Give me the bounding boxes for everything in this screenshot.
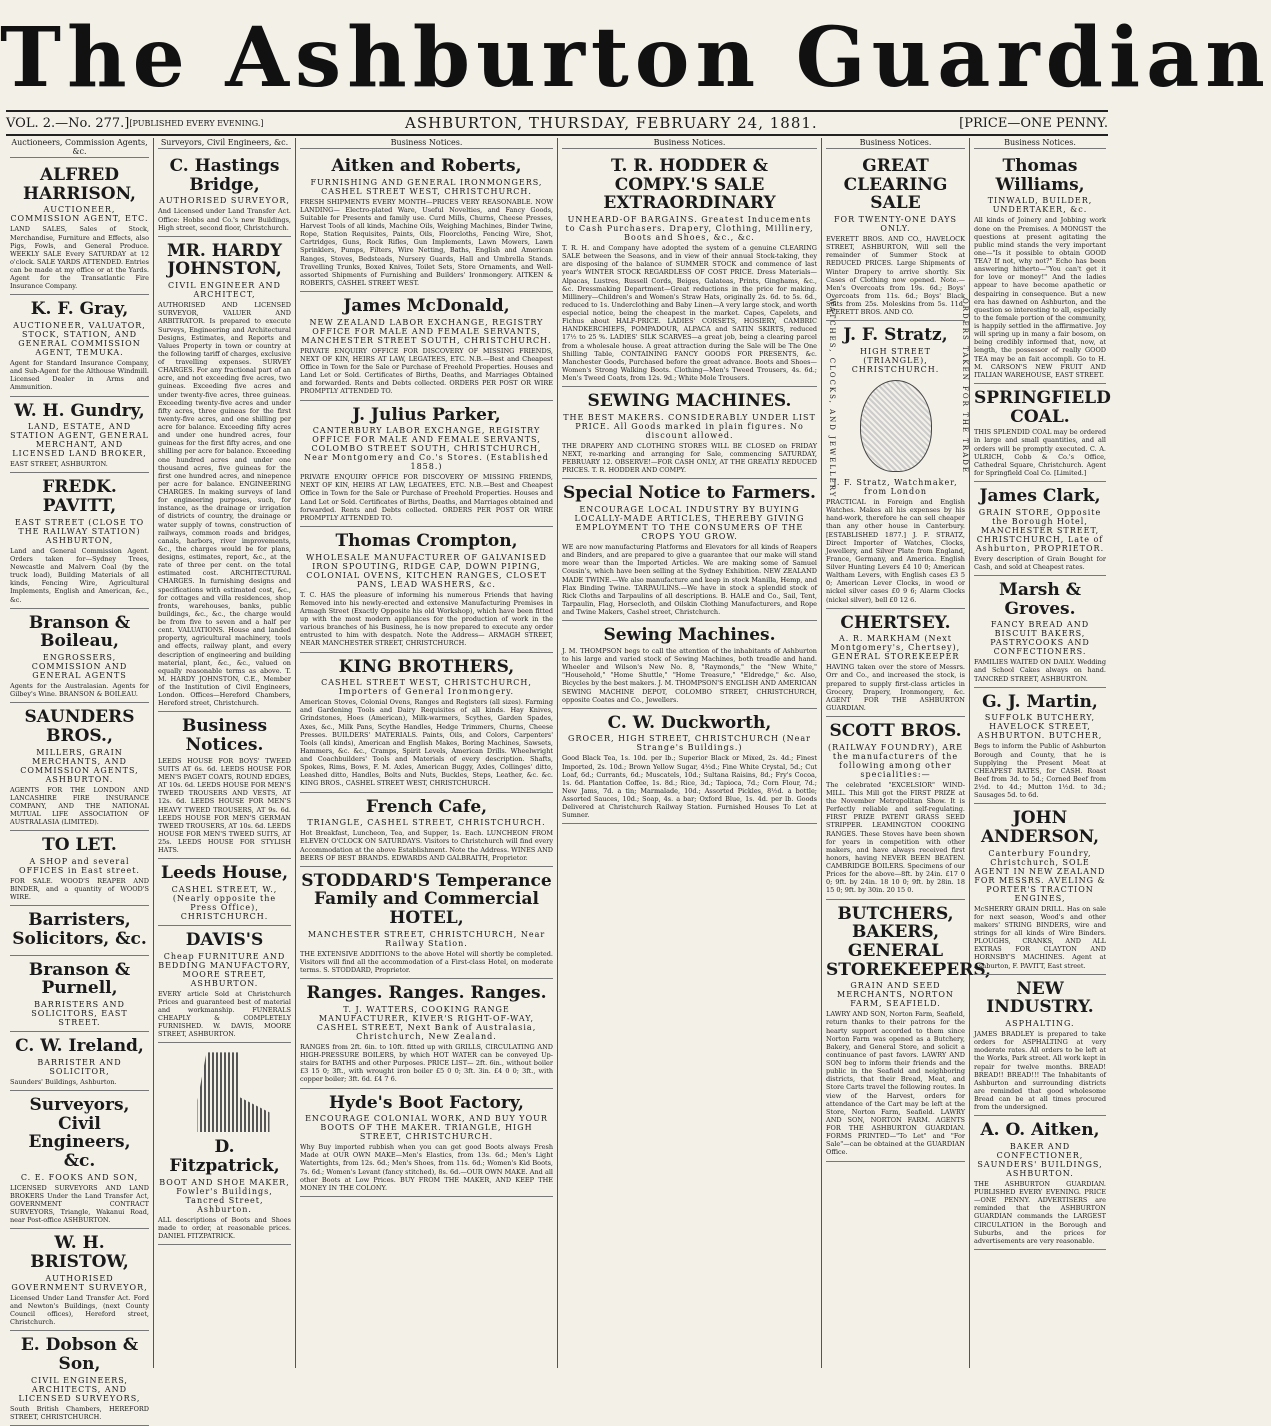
advertisement (974, 482, 1106, 576)
advertisement-subtitle: CIVIL ENGINEER AND ARCHITECT, (168, 281, 281, 300)
advertisement-title: SPRINGFIELD COAL. (974, 387, 1111, 427)
advertisement-body: ALL descriptions of Boots and Shoes made to order, at reasonable prices. DANIEL FITZPATRICK. (158, 1215, 291, 1240)
advertisement (974, 384, 1111, 482)
advertisement-title: Marsh & Groves. (999, 579, 1081, 619)
advertisement-body: American Stoves, Colonial Ovens, Ranges and Registers (all sizes). Farming and Gardening Tools and Dairy Requisites of all kinds. Hay Knives, Grindstones, Hoes (American), Milk-warmers, Scythes, Garden Spades, Axes, &c., Milk Pans, Scythe Handles, Hedge Trimmers, Churns, Cheese Presses. BUILDERS' MATERIALS. Paints, Oils, and Colors, Carpenters' Tools (all kinds), American and English Makes, Boring Machines, Sawsets, Hammers, &c. &c., Cramps, Spirit Levels, American Drills. Wheelwright and Coachbuilders' Tools and Materials of every description. Shafts, Spokes, Rims, Bows, F. M. Axles, American Buggy, Axles, Collinges' ditto, Leashed ditto, Handles, Bolts and Nuts, Buckles, Steps, Leather, &c. &c. KING BROS., CASHEL STREET WEST, CHRISTCHURCH. (300, 698, 553, 788)
advertisement-subtitle: EAST STREET (CLOSE TO THE RAILWAY STATION) ASHBURTON, (14, 517, 145, 545)
advertisement (158, 237, 291, 713)
advertisement (10, 1229, 149, 1331)
advertisement-title: Business Notices. (181, 716, 268, 756)
advertisement-title: C. W. Ireland, (15, 1036, 144, 1057)
column-5 (822, 138, 991, 1368)
advertisement-title: SEWING MACHINES. (587, 391, 792, 412)
advertisement-title: Special Notice to Farmers. (563, 483, 816, 504)
advertisement-body: Hot Breakfast, Luncheon, Tea, and Supper, 1s. Each. LUNCHEON FROM ELEVEN O'CLOCK ON SATURDAYS. Visitors to Christchurch will find every Accommodation at the above Establishment. Note the Address. WINES AND BEERS OF BEST BRANDS. EDWARDS AND GALBRAITH, Proprietor. (300, 829, 553, 862)
advertisement-subtitle: SUFFOLK BUTCHERY, HAVELOCK STREET, ASHBURTON. BUTCHER, (977, 713, 1103, 741)
advertisement-body: Licensed Under Land Transfer Act. Ford and Newton's Buildings, (next County Council offices), Hereford street, Christchurch. (10, 1293, 149, 1326)
advertisement-title: TO LET. (42, 835, 117, 856)
advertisement-title: French Cafe, (365, 796, 488, 817)
advertisement-body: THE ASHBURTON GUARDIAN. PUBLISHED EVERY EVENING. PRICE—ONE PENNY. ADVERTISERS are reminded that the ASHBURTON GUARDIAN commands the LARGEST CIRCULATION in the Borough and Suburbs, and the prices for advertisements are very reasonable. (974, 1179, 1106, 1245)
advertisement (826, 717, 965, 899)
advertisement-title: Barristers, Solicitors, &c. (12, 910, 147, 949)
newspaper-title: The Ashburton Guardian (0, 10, 1271, 106)
advertisement-title: SAUNDERS BROS., (24, 707, 135, 746)
advertisement-body: Agents for the Australasian. Agents for Gilbey's Wine. BRANSON & BOILEAU. (10, 682, 149, 699)
advertisement-body: THIS SPLENDID COAL may be ordered in large and small quantities, and all orders will be promptly executed. C. A. ULRICH, Cobb & Co.'s Office, Cathedral Square, Christchurch. Agent for Springfield Coal Co. [Limited.] (974, 428, 1106, 477)
advertisement-title: E. Dobson & Son, (20, 1335, 139, 1374)
advertisement (974, 688, 1106, 805)
advertisement-title: Surveyors, Civil Engineers, &c. (28, 1094, 131, 1171)
advertisement-subtitle: TRIANGLE, CASHEL STREET, CHRISTCHURCH. (307, 818, 546, 828)
advertisement-body: Why Buy imported rubbish when you can get good Boots always Fresh Made at OUR OWN MAKE—Men's Elastics, from 13s. 6d.; Men's Light Watertights, from 12s. 6d.; Men's Shoes, from 11s. 6d.; Women's Kid Boots, 7s. 6d.; Women's Levant (fancy stitched), 8s. 6d.—OUR OWN MAKE. And all other Boots at Low Prices. BUY FROM THE MAKER, AND KEEP THE MONEY IN THE COLONY. (300, 1143, 553, 1192)
advertisement-body: PRACTICAL in Foreign and English Watches. Makes all his expenses by his hand-work, therefore he can sell cheaper than any other house in Canterbury. [ESTABLISHED 1877.] J. F. STRATZ, Direct Importer of Watches, Clocks, Jewellery, and Silver Plate from England, France, Germany, and America. English Silver Hunting Levers £4 10 0; American Waltham Levers, with English cases £3 5 0; American Lever Clocks, in wood or nickel silver cases £0 9 6; Alarm Clocks (nickel silver), bell £0 12 6. (826, 498, 965, 604)
advertisement-title: J. Julius Parker, (352, 404, 501, 425)
advertisement-subtitle: C. E. FOOKS AND SON, (20, 1172, 139, 1182)
advertisement-body: EAST STREET, ASHBURTON. (10, 460, 108, 469)
advertisement-title: C. W. Duckworth, (607, 712, 772, 733)
advertisement (10, 609, 149, 704)
advertisement-title: BUTCHERS, BAKERS, GENERAL STOREKEEPERS, (826, 903, 991, 980)
advertisement-title: STODDARD'S Temperance Family and Commercial HOTEL, (301, 870, 552, 929)
advertisement (826, 321, 965, 608)
advertisement-subtitle: MILLERS, GRAIN MERCHANTS, AND COMMISSION AGENTS, ASHBURTON. (20, 747, 139, 784)
advertisement-subtitle: BARRISTER AND SOLICITOR, (37, 1057, 122, 1076)
column-4 (558, 138, 822, 1368)
advertisement-title: Sewing Machines. (603, 625, 776, 646)
advertisement (826, 152, 965, 321)
advertisement-subtitle: ASPHALTING. (1005, 1019, 1075, 1028)
advertisement-body: The celebrated "EXCELSIOR" WIND-MILL. This Mill got the FIRST PRIZE at the November Metropolitan Show. It is Perfectly reliable and self-regulating. FIRST PRIZE PATENT GRASS SEED STRIPPER. LEAMINGTON COOKING RANGES. These Stoves have been shown for years in competition with other makers, and have always received first honors, having NEVER BEEN BEATEN. CAMBRIDGE BOILERS. Specimens of our Prices for the above—8ft. by 24in. £17 0 0; 9ft. by 24in. 18 10 0; 9ft. by 28in. 18 15 0; 9ft. by 30in. 20 15 0. (826, 780, 965, 895)
advertisement-subtitle: UNHEARD-OF BARGAINS. Greatest Inducements to Cash Purchasers. Drapery, Clothing, Millinery, Boots and Shoes, &c., &c. (565, 215, 814, 243)
advertisement-subtitle: MANCHESTER STREET, CHRISTCHURCH, Near Railway Station. (307, 929, 546, 948)
advertisement-title: W. H. Gundry, (14, 400, 145, 421)
advertisement-title: Hyde's Boot Factory, (329, 1092, 524, 1113)
advertisement-body: Begs to inform the Public of Ashburton Borough and County, that he is Supplying the Present Meat at CHEAPEST RATES, for CASH. Roast Beef from 3d. to 5d.; Corned Beef from 2½d. to 4d.; Mutton 1½d. to 3d.; Sausages 5d. to 6d. (974, 742, 1106, 800)
advertisement-title: James Clark, (979, 486, 1101, 506)
advertisement-body: RANGES from 2ft. 6in. to 10ft. fitted up with GRILLS, CIRCULATING AND HIGH-PRESSURE BOILERS, by which HOT WATER can be conveyed Up-stairs for BATHS and other Purposes. PRICE LIST— 2ft. 6in., without boiler £3 15 0; 3ft., with wrought iron boiler £5 0 0; 3ft. 3in. £4 0 0; 3ft., with copper boiler; 3ft. 6d. £4 7 6. (300, 1042, 553, 1084)
advertisement-subtitle: FURNISHING AND GENERAL IRONMONGERS, CASHEL STREET WEST, CHRISTCHURCH. (310, 177, 543, 196)
advertisement-title: ALFRED HARRISON, (23, 165, 136, 204)
advertisement-subtitle: LAND, ESTATE, AND STATION AGENT, GENERAL MERCHANT, AND LICENSED LAND BROKER, (10, 422, 149, 459)
advertisement-subtitle: GRAIN AND SEED MERCHANTS, NORTON FARM, SEAFIELD. (837, 981, 954, 1009)
advertisement-body: EVERY article Sold at Christchurch Prices and guaranteed best of material and workmanship. FUNERALS CHEAPLY & COMPLETELY FURNISHED. W. DAVIS, MOORE STREET, ASHBURTON. (158, 989, 291, 1039)
advertisement-body: Every description of Grain Bought for Cash, and sold at Cheapest rates. (974, 554, 1106, 571)
advertisement (300, 867, 553, 979)
column-heading: Surveyors, Civil Engineers, &c. (158, 138, 291, 149)
advertisement-title: Aitken and Roberts, (331, 156, 522, 176)
advertisement (158, 926, 291, 1043)
advertisement-subtitle: A SHOP and several OFFICES in East street. (19, 856, 140, 875)
advertisement-body: All kinds of Joinery and Jobbing work done on the Premises. A MONGST the questions at present agitating the public mind stands the very important one—"Is it possible to obtain GOOD TEA? If not, why not?" Echo has been answering hitherto—"You can't get it for love or money!" And the ladies appear to have become apathetic or despairing in consequence. But a new era has dawned on Ashburton, and the question so interesting to all, especially to the female portion of the community, is happily settled in the affirmative. Joy will spring up in many a fair bosom, on being credibly informed that, now, at length, the possessor of really GOOD TEA may be an fait accompli. Go to H. M. CARSON'S NEW FRUIT AND ITALIAN WAREHOUSE, EAST STREET. (974, 216, 1106, 379)
advertisement-title: GREAT CLEARING SALE (843, 156, 948, 214)
pocket-watch-engraving (860, 380, 932, 472)
advertisement-title: K. F. Gray, (30, 299, 129, 320)
advertisement (10, 956, 149, 1032)
masthead (0, 0, 1271, 112)
advertisement-body: JAMES BRADLEY is prepared to take orders for ASPHALTING at very moderate rates. All orders to be left at the Works, Park street. All work kept in repair for twelve months. BREAD! BREAD!! BREAD!!! The Inhabitants of Ashburton and surrounding districts are reminded that good wholesome Bread can be at all times procured from the undersigned. (974, 1030, 1106, 1112)
advertisement (974, 975, 1106, 1117)
advertisement (974, 1116, 1106, 1250)
advertisement (10, 1032, 149, 1091)
advertisement (10, 831, 149, 906)
advertisement-title: Thomas Crompton, (335, 530, 518, 551)
issue-date: ASHBURTON, THURSDAY, FEBRUARY 24, 1881. (404, 114, 818, 132)
advertisement-body: PRIVATE ENQUIRY OFFICE FOR DISCOVERY OF MISSING FRIENDS, NEXT OF KIN, HEIRS AT LAW, LEGATEES, ETC. N.B.—Best and Cheapest Office in Town for the Sale or Purchase of Freehold Properties. Houses and Land Let or Sold. Certificates of Births, Deaths, and Marriages obtained and forwarded. Rents and Debts collected. ORDERS PER POST OR WIRE PROMPTLY ATTENDED TO. (300, 473, 553, 522)
advertisement-subtitle: Canterbury Foundry, Christchurch, SOLE AGENT IN NEW ZEALAND FOR MESSRS. AVELING & PORTER'S TRACTION ENGINES, (974, 848, 1106, 903)
advertisement-title: JOHN ANDERSON, (980, 808, 1099, 847)
advertisement-body: T. R. H. and Company have adopted the system of a genuine CLEARING SALE between the Seasons, and in view of their annual Stock-taking, they are disposing of the balance of SUMMER STOCK and commence of last year's WINTER STOCK REGARDLESS OF COST PRICE. Dress Materials—Alpacas, Lustres, Russell Cords, Beiges, Galateas, Prints, Ginghams, &c., &c. Dressmaking Department—Great reductions in the price for making. Millinery—Children's and Women's Straw Hats, originally 2s. 6d. to 5s. 6d., reduced to 1s. Underclothing and Baby Linen—A very large stock, and worth especial notice, being the cheapest in the market. Capes, Capelets, and Fichus about HALF-PRICE. LADIES' CORSETS, HOSIERY, CAMBRIC HANDKERCHIEFS, POMPADOUR, ALPACA and SATIN SKIRTS, reduced 17½ to 25 %. LADIES' SILK SCARVES—a great job, being a clearing parcel from a wholesale house. A great attraction during the Sale will be The One Shilling Table, CONTAINING FANCY GOODS FOR PRESENTS, &c. Manchester Goods, Purchased before the great advance. Boots and Shoes—Women's Strong Walking Boots. Clothing—Men's Tweed Trousers, 4s. 6d.; Men's Tweed Coats, from 12s. 9d.; White Mole Trousers. (562, 244, 817, 383)
advertisement-subtitle: THE BEST MAKERS. CONSIDERABLY UNDER LIST PRICE. All Goods marked in plain figures. No discount allowed. (563, 412, 816, 440)
advertisement-body: AUTHORISED AND LICENSED SURVEYOR, VALUER AND ARBITRATOR. Is prepared to execute Surveys, Engineering and Architectural Designs, Estimates, and Reports and Values Property in town or country at the following tariff of charges, exclusive of travelling expenses. SURVEY CHARGES. For any fractional part of an acre, and not exceeding five acres, two guineas. Exceeding five acres and under twenty-five acres, three guineas. Exceeding twenty-five acres and under fifty acres, three guineas for the first twenty-five acres, and one shilling per acre for balance. Exceeding fifty acres and under one hundred acres, four guineas for the first fifty acres, and one shilling per acre for balance. Exceeding one hundred acres and under one thousand acres, five guineas for the first one hundred acres, and ninepence per acre for balance. ENGINEERING CHARGES. In making surveys of land for engineering purposes, such, for instance, as the drainage or irrigation of districts of country, the drainage or water supply of towns, construction of railways, common roads and bridges, canals, harbors, river improvements, &c., the charges would be for plans, designs, estimates, report, &c., at the rate of three per cent. on the total estimated cost. ARCHITECTURAL CHARGES. In furnishing designs and specifications with estimated cost, &c., for cottages and villa residences, shop fronts, warehouses, banks, public buildings, &c., &c., the charge would be from five to seven and a half per cent. VALUATIONS. House and landed property, agricultural machinery, tools and effects, railway plant, and every description of engineering and building material, plant, &c., &c., valued on equally reasonable terms as above. T. M. HARDY JOHNSTON, C.E., Member of the Institution of Civil Engineers, London. Offices—Hereford Chambers, Hereford street, Christchurch. (158, 301, 291, 708)
advertisement (826, 609, 965, 717)
advertisement-subtitle: CASHEL STREET WEST, CHRISTCHURCH, Importers of General Ironmongery. (321, 678, 532, 697)
advertisement-title: T. R. HODDER & COMPY.'S SALE EXTRAORDINARY (603, 156, 776, 214)
advertisement-title: SCOTT BROS. (829, 721, 962, 742)
column-heading: Business Notices. (826, 138, 965, 149)
advertisement-title: D. Fitzpatrick, (169, 1137, 280, 1177)
advertisement-title: Leeds House, (160, 863, 289, 884)
advertisement-body: LAND SALES, Sales of Stock, Merchandise, Furniture and Effects, also Pigs, Fowls, and General Produce. WEEKLY SALE Every SATURDAY at 12 o'clock. SALE YARDS ATTENDED. Entries can be made at my office or at the Yards. Agent for the Transatlantic Fire Insurance Company. (10, 225, 149, 291)
advertisement-body: THE DRAPERY AND CLOTHING STORES WILL BE CLOSED on FRIDAY NEXT, re-marking and arranging for Sale, commencing SATURDAY, FEBRUARY 12. OBSERVE!—FOR CASH ONLY, AT THE GREATLY REDUCED PRICES. T. R. HODDER AND COMPY. (562, 441, 817, 475)
advertisement-body: LICENSED SURVEYORS AND LAND BROKERS Under the Land Transfer Act, GOVERNMENT CONTRACT SURVEYORS, Triangle, Wakanui Road, near Post-office ASHBURTON. (10, 1183, 149, 1225)
advertisement-body: PRIVATE ENQUIRY OFFICE FOR DISCOVERY OF MISSING FRIENDS, NEXT OF KIN, HEIRS AT LAW, LEGATEES, ETC. N.B.—Best and Cheapest Office in Town for the Sale or Purchase of Freehold Properties. Houses and Land Let or Sold. Certificates of Births, Deaths, and Marriages Obtained and forwarded. Rents and Debts collected. ORDERS PER POST OR WIRE PROMPTLY ATTENDED TO. (300, 346, 553, 396)
advertisement (300, 527, 553, 653)
advertisement (562, 709, 817, 825)
advertisement-subtitle: ENCOURAGE COLONIAL WORK, AND BUY YOUR BOOTS OF THE MAKER. TRIANGLE, HIGH STREET, CHRISTCHURCH. (305, 1114, 548, 1142)
advertisement-body: And Licensed under Land Transfer Act. Office: Hobbs and Co.'s new Buildings, High street, second floor, Christchurch. (158, 207, 291, 232)
advertisement-title: G. J. Martin, (982, 691, 1098, 712)
advertisement-title: W. H. BRISTOW, (30, 1233, 129, 1272)
advertisement (974, 152, 1106, 384)
advertisement (300, 401, 553, 527)
advertisement (562, 152, 817, 387)
advertisement-title: A. O. Aitken, (980, 1120, 1100, 1141)
advertisement-body: Saunders' Buildings, Ashburton. (10, 1077, 117, 1086)
advertisement-title: James McDonald, (343, 296, 510, 317)
advertisement-subtitle: AUCTIONEER, COMMISSION AGENT, ETC. (10, 205, 149, 224)
advertisement-subtitle: ENCOURAGE LOCAL INDUSTRY BY BUYING LOCALLY-MADE ARTICLES, THEREBY GIVING EMPLOYMENT TO THE CONSUMERS OF THE CROPS YOU GROW. (574, 505, 805, 542)
advertisement (158, 1043, 291, 1245)
advertisement-title: KING BROTHERS, (338, 656, 515, 677)
advertisement (10, 1331, 149, 1426)
advertisement-subtitle: AUCTIONEER, VALUATOR, STOCK, STATION, AND GENERAL COMMISSION AGENT, TEMUKA. (13, 321, 146, 358)
advertisement (10, 295, 149, 396)
engraving-caption: J. F. Stratz, Watchmaker, from London (833, 478, 958, 496)
advertisement (10, 906, 149, 955)
publication-frequency: [PUBLISHED EVERY EVENING.] (129, 118, 264, 128)
advertisement-subtitle: CASHEL STREET, W., (Nearly opposite the Press Office), CHRISTCHURCH. (171, 884, 278, 921)
advertisement-body: FAMILIES WAITED ON DAILY. Wedding and School Cakes always on hand. TANCRED STREET, ASHBURTON. (974, 658, 1106, 683)
advertisement-body: South British Chambers, HEREFORD STREET, CHRISTCHURCH. (10, 1404, 149, 1421)
advertisement (300, 152, 553, 292)
advertisement-title: NEW INDUSTRY. (986, 978, 1094, 1018)
advertisement-title: Branson & Purnell, (28, 959, 131, 999)
advertisement-subtitle: BAKER AND CONFECTIONER, SAUNDERS' BUILDINGS, ASHBURTON. (977, 1141, 1103, 1178)
advertisement-title: Branson & Boileau, (28, 612, 131, 652)
advertisement (300, 1089, 553, 1197)
advertisement-body: EVERETT BROS. AND CO., HAVELOCK STREET, ASHBURTON, Will sell the remainder of Summer Stock at REDUCED PRICES. Large Shipments of Winter Drapery to arrive shortly. Six Cases of Clothing now opened. Note.—Men's Overcoats from 19s. 6d.; Boys' Overcoats from 11s. 6d.; Boys' Black Suits from 25s. Moleskins from 5s. 11d. EVERETT BROS. AND CO. (826, 235, 965, 317)
advertisement (158, 712, 291, 859)
advertisement (10, 161, 149, 295)
advertisement-title: MR. HARDY JOHNSTON, (166, 240, 283, 280)
advertisement (300, 292, 553, 400)
advertisement (300, 979, 553, 1088)
advertisement-title: FREDK. PAVITT, (42, 477, 117, 517)
advertisement-subtitle: WHOLESALE MANUFACTURER OF GALVANISED IRON SPOUTING, RIDGE CAP, DOWN PIPING, COLONIAL OVENS, KITCHEN RANGES, CLOSET PANS, LEAD WASHERS, &c. (306, 552, 547, 589)
column-3 (296, 138, 558, 1368)
advertisement-body: Good Black Tea, 1s. 10d. per lb.; Superior Black or Mixed, 2s. 4d.; Finest Imported, 2s. 10d.; Brown Yellow Sugar, 4½d.; Fine White Crystal, 5d.; Cut Loaf, 6d.; Currants, 6d.; Muscatels, 10d.; Sultana Raisins, 8d.; Fry's Cocoa, 1s. 6d. Plantation Coffee, 1s. 8d.; Rice, 3d.; Tapioca, 7d.; Corn Flour, 7d.; New Jams, 7d. a tin; Marmalade, 10d.; Assorted Pickles, 8½d. a bottle; Assorted Sauces, 10d.; Soap, 4s. a bar; Oxford Blue, 1s. 4d. per lb. Goods Delivered at Christchurch Railway Station. Furnished Houses To Let at Sumner. (562, 754, 817, 820)
advertisement-subtitle: CIVIL ENGINEERS, ARCHITECTS, AND LICENSED SURVEYORS, (18, 1375, 141, 1403)
advertisement-body: Agent for Standard Insurance Company, and Sub-Agent for the Althouse Windmill. Licensed Dealer in Arms and Ammunition. (10, 359, 149, 392)
advertisement (10, 473, 149, 608)
advertisement-subtitle: GROCER, HIGH STREET, CHRISTCHURCH (Near Strange's Buildings.) (568, 734, 811, 753)
advertisement (158, 859, 291, 926)
column-heading: Business Notices. (562, 138, 817, 149)
issue-price: [PRICE—ONE PENNY. (959, 115, 1108, 131)
advertisement-body: Land and General Commission Agent. Orders taken for—Sydney Trees, Newcastle and Malvern Coal (by the truck load), Building Materials of all kinds, Fencing Wire, Agricultural Implements, English and American, &c., &c. (10, 546, 149, 604)
advertisement-title: CHERTSEY. (840, 612, 951, 633)
advertisement-body: FOR SALE. WOOD'S REAPER AND BINDER, and a quantity of WOOD'S WIRE. (10, 876, 149, 902)
column-1 (6, 138, 154, 1421)
advertisement-title: DAVIS'S (185, 929, 264, 950)
advertisement (158, 152, 291, 237)
advertisement (562, 479, 817, 621)
advertisement-title: Thomas Williams, (995, 156, 1085, 195)
advertisement-subtitle: A. R. MARKHAM (Next Montgomery's, Chertsey), GENERAL STOREKEEPER (830, 634, 961, 662)
boot-engraving (180, 1052, 270, 1132)
advertisement-body: LAWRY AND SON, Norton Farm, Seafield, return thanks to their patrons for the hearty support accorded to them since Norton Farm was opened as a Butchery, Bakery, and General Store, and solicit a continuance of past favors. LAWRY AND SON beg to inform their friends and the public in the Seafield and neighboring districts, that their Bread, Meat, and Store Carts travel the following routes. In view of the Harvest, orders for attendance of the Cart may be left at the Store, Norton Farm, Seafield. LAWRY AND SON, NORTON FARM. AGENTS FOR THE ASHBURTON GUARDIAN. FORMS PRINTED—"To Let" and "For Sale"—can be obtained at the GUARDIAN Office. (826, 1010, 965, 1157)
advertisement-body: FRESH SHIPMENTS EVERY MONTH—PRICES VERY REASONABLE. NOW LANDING— Electro-plated Ware, Useful Novelties, and Fancy Goods, Suitable for Presents and family use. Curd Mills, Churns, Cheese Presses, Harvest Tools of all kinds, Machine Oils, Weighing Machines, Binder Twine, Rope, Station Requisites, Paints, Oils, Floorcloths, Fencing Wire, Shot, Cartridges, Guns, Rock Rifles, Gun Implements, Lawn Mowers, Lawn Sprinklers, Pumps, Filters, Wire Netting, Baths, English and American Ranges, Stoves, Bedsteads, Nursery Guards, Hall and Umbrella Stands. Travelling Trunks, Boxed Knives, Toilet Sets, Store Ornaments, and Well-assorted Shipments of Furnishing and Builders' Ironmongery. AITKEN & ROBERTS, CASHEL STREET WEST. (300, 197, 553, 287)
advertisement (562, 621, 817, 709)
advertisement-subtitle: TINWALD, BUILDER, UNDERTAKER, &c. (987, 196, 1093, 215)
advertisement-subtitle: FOR TWENTY-ONE DAYS ONLY. (833, 215, 958, 234)
vertical-side-text: ORDERS TAKEN FOR THE TRADE (961, 298, 969, 474)
advertisement-body: LEEDS HOUSE FOR BOYS' TWEED SUITS AT 6s. 6d. LEEDS HOUSE FOR MEN'S PAGET COATS, ROUND EDGES, AT 10s. 6d. LEEDS HOUSE FOR MEN'S TWEED TROUSERS AND VESTS, AT 12s. 6d. LEEDS HOUSE FOR MEN'S HEAVY TWEED TROUSERS, AT 9s. 6d. LEEDS HOUSE FOR MEN'S GERMAN TWEED TROUSERS, AT 10s. 6d. LEEDS HOUSE FOR MEN'S TWEED SUITS, AT 25s. LEEDS HOUSE FOR STYLISH HATS. (158, 756, 291, 855)
advertisement-body: WE are now manufacturing Platforms and Elevators for all kinds of Reapers and Binders, and are prepared to give a guarantee that our make will stand more wear than the Imported Articles. We are making some of Samuel Cousin's, which have been selling at the Sydney Exhibition. NEW ZEALAND MADE TWINE.—We also manufacture and keep in stock Manilla, Hemp, and Flax Binding Twine. TARPAULINS.—We have in stock a splendid stock of Rick Cloths and Tarpaulins of all descriptions. B. HALE and Co., Sail, Tent, Tarpaulin, Flag, Horsecloth, and Oilskin Clothing Manufacturers, and Rope and Twine Makers, Cashel street, Christchurch. (562, 543, 817, 617)
advertisement (826, 900, 991, 1162)
advertisement (10, 703, 149, 831)
advertisement-title: Ranges. Ranges. Ranges. (306, 983, 547, 1004)
advertisement-body: T. C. HAS the pleasure of informing his numerous Friends that having Removed into his newly-erected and extensive Manufacturing Premises in Armagh Street (Exactly Opposite his old Workshop), which have been fitted up with the most modern appliances for the production of work in the various branches of his Business, he is now prepared to execute any order entrusted to him with despatch. Note the Address— ARMAGH STREET, NEAR MANCHESTER STREET, CHRISTCHURCH. (300, 590, 553, 648)
advertisement-subtitle: BOOT AND SHOE MAKER, Fowler's Buildings, Tancred Street, Ashburton. (159, 1177, 290, 1214)
advertisement-subtitle: CANTERBURY LABOR EXCHANGE, REGISTRY OFFICE FOR MALE AND FEMALE SERVANTS, COLOMBO STREET SOUTH, CHRISTCHURCH, Near Montgomery and Co.'s Stores. (Established 1858.) (304, 426, 549, 472)
advertisement-title: J. F. Stratz, (843, 325, 948, 346)
column-heading: Auctioneers, Commission Agents, &c. (11, 138, 148, 156)
advertisement (974, 576, 1106, 688)
advertisement-body: McSHERRY GRAIN DRILL. Has on sale for next season, Wood's and other makers' STRING BINDERS, wire and strings for all kinds of Wire Binders. PLOUGHS, CRANKS, AND ALL EXTRAS FOR CLAYTON AND HORNSBY'S MACHINES. Agent at Ashburton, F. PAVITT, East street. (974, 904, 1106, 970)
advertisement-subtitle: (RAILWAY FOUNDRY), ARE the manufacturers of the following among other specialities:— (828, 742, 963, 779)
advertisement-subtitle: NEW ZEALAND LABOR EXCHANGE, REGISTRY OFFICE FOR MALE AND FEMALE SERVANTS, MANCHESTER STREET SOUTH, CHRISTCHURCH. (301, 317, 552, 345)
dateline-bar (6, 110, 1108, 136)
advertisement-subtitle: HIGH STREET (TRIANGLE), CHRISTCHURCH. (851, 347, 940, 374)
advertisement-subtitle: BARRISTERS AND SOLICITORS, EAST STREET. (31, 1000, 128, 1028)
vertical-side-text: WATCHES, CLOCKS, AND JEWELLERY (828, 298, 836, 499)
advertisement-subtitle: GRAIN STORE, Opposite the Borough Hotel, MANCHESTER STREET, CHRISTCHURCH, Late of Ashburton, PROPRIETOR. (975, 507, 1105, 553)
advertisement-body: J. M. THOMPSON begs to call the attention of the inhabitants of Ashburton to his large and varied stock of Sewing Machines, both treadle and hand. Wheeler and Wilson's New No. 8, "Raymonds," the "New White," "Household," "Home Shuttle," "Home Treasure," "Eldredge," &c. Also, Bicycles by the best makers. J. M. THOMPSON'S ENGLISH AND AMERICAN SEWING MACHINE DEPOT, COLOMBO STREET, CHRISTCHURCH, opposite Coates and Co., Jewellers. (562, 646, 817, 704)
advertisement (10, 397, 149, 474)
advertisement-subtitle: T. J. WATTERS, COOKING RANGE MANUFACTURER, KIVER'S RIGHT-OF-WAY, CASHEL STREET, Next Bank of Australasia, Christchurch, New Zealand. (316, 1004, 537, 1041)
advertisement (562, 387, 817, 479)
volume-number: VOL. 2.—No. 277.] (6, 115, 130, 131)
advertisement-title: C. Hastings Bridge, (169, 156, 280, 195)
advertisement-subtitle: ENGROSSERS, COMMISSION AND GENERAL AGENTS (31, 653, 128, 680)
advertisement-subtitle: Cheap FURNITURE AND BEDDING MANUFACTORY, MOORE STREET, ASHBURTON. (158, 951, 291, 988)
advertisement (10, 1091, 149, 1229)
column-6 (970, 138, 1110, 1368)
advertisement (300, 653, 553, 793)
advertisement (974, 804, 1106, 974)
advertisement-subtitle: AUTHORISED GOVERNMENT SURVEYOR, (11, 1273, 148, 1292)
advertisement-subtitle: FANCY BREAD AND BISCUIT BAKERS, PASTRYCOOKS AND CONFECTIONERS. (990, 620, 1090, 657)
column-2 (154, 138, 296, 1368)
advertisement-body: THE EXTENSIVE ADDITIONS to the above Hotel will shortly be completed. Visitors will find all the accommodation of a First-class Hotel, on moderate terms. S. STODDARD, Proprietor. (300, 949, 553, 975)
column-heading: Business Notices. (300, 138, 553, 149)
column-heading: Business Notices. (974, 138, 1106, 149)
advertisement (300, 793, 553, 867)
advertisement-body: HAVING taken over the store of Messrs. Orr and Co., and increased the stock, is prepared to supply first-class articles in Grocery, Drapery, Ironmongery, &c. AGENT FOR THE ASHBURTON GUARDIAN. (826, 663, 965, 712)
advertisement-subtitle: AUTHORISED SURVEYOR, (159, 196, 290, 206)
advertisement-body: AGENTS FOR THE LONDON AND LANCASHIRE FIRE INSURANCE COMPANY, AND THE NATIONAL MUTUAL LIFE ASSOCIATION OF AUSTRALASIA (LIMITED). (10, 785, 149, 827)
